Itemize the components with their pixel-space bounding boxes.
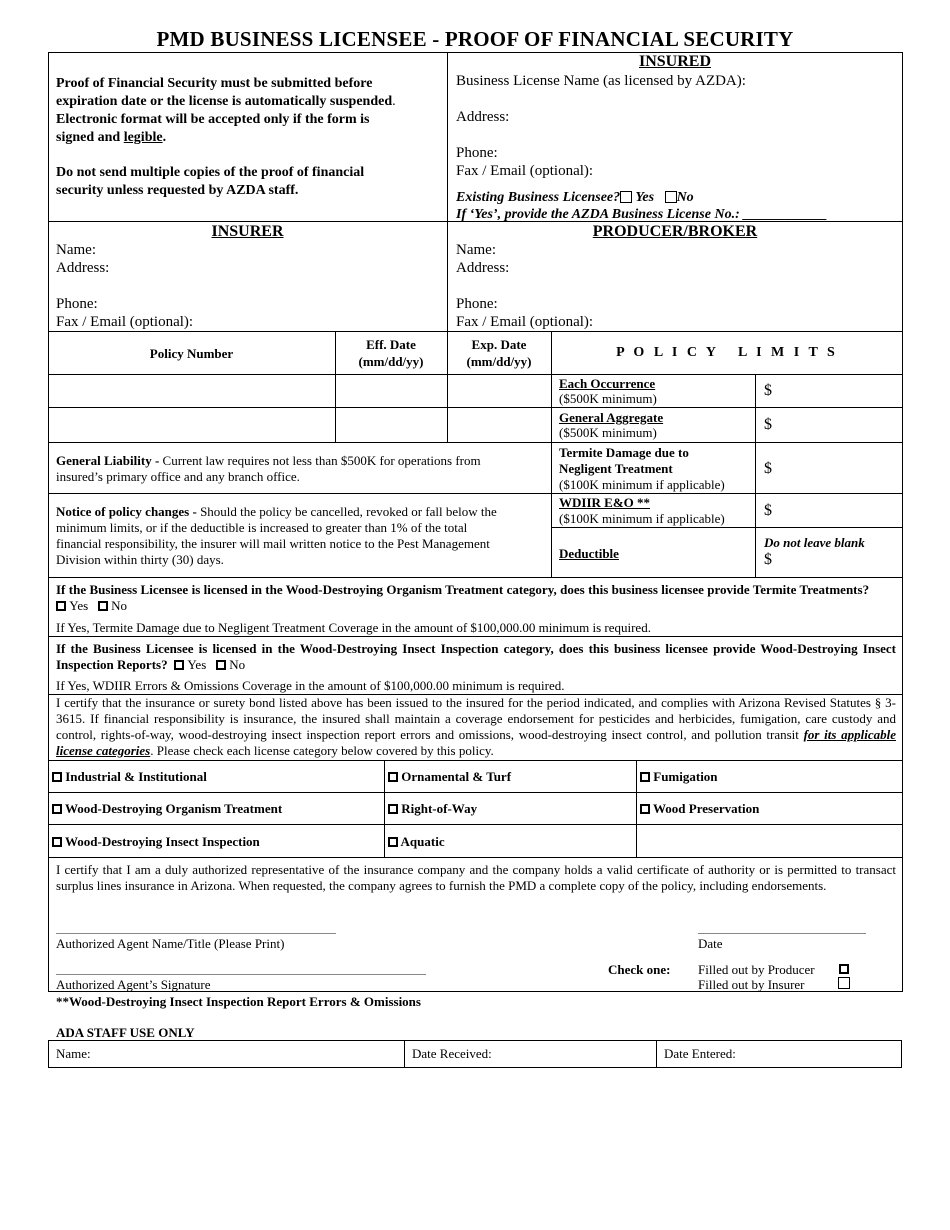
category-aquatic-checkbox[interactable] — [388, 837, 398, 847]
staff-date-entered-field[interactable]: Date Entered: — [664, 1046, 736, 1061]
producer-fax-label[interactable]: Fax / Email (optional): — [456, 314, 594, 330]
category-wood-preservation[interactable]: Wood Preservation — [640, 800, 759, 817]
footnote: **Wood-Destroying Insect Inspection Report Errors & Omissions — [56, 994, 421, 1009]
authority-certification: I certify that I am a duly authorized representative of the insurance company and the company holds a valid certificate of authority or is permitted to transact surplus lines insurance in Arizona. When requested, the company agrees to furnish the PMD a complete copy of the policy, including endorsements. — [56, 862, 896, 893]
exp-date-header: Exp. Date — [471, 337, 527, 352]
notice-text-4: Division within thirty (30) days. — [56, 552, 224, 567]
notice-text-1: Notice of policy changes - Should the policy be cancelled, revoked or fall below the — [56, 504, 497, 519]
termite-label-2: Negligent Treatment — [559, 461, 673, 476]
staff-name-field[interactable]: Name: — [56, 1046, 91, 1061]
certification-text: I certify that the insurance or surety bond listed above has been issued to the insured for the period indicated, and complies with Arizona Revised Statutes § 3-3615. If financial responsibility is insurance, the insured shall maintain a coverage endorsement for pesticides and herbicides, fumigation, care custody and control, rights-of-way, wood-destroying insect inspection report errors and omissions, wood-destroying insect control, and pollution transit for its applicable license categories. Please check each license category below covered by this policy. — [56, 695, 897, 758]
category-right-of-way[interactable]: Right-of-Way — [388, 800, 477, 817]
producer-phone-label[interactable]: Phone: — [456, 296, 498, 312]
insurer-phone-label[interactable]: Phone: — [56, 296, 98, 312]
agent-signature-line[interactable] — [56, 974, 426, 975]
general-aggregate-amount[interactable]: $ — [764, 416, 772, 433]
category-industrial[interactable]: Industrial & Institutional — [52, 768, 207, 785]
agent-name-line[interactable] — [56, 933, 336, 934]
policy-number-header: Policy Number — [149, 346, 234, 361]
category-wdo-treatment-checkbox[interactable] — [52, 804, 62, 814]
intro-line-5: Do not send multiple copies of the proof of financial — [56, 165, 365, 180]
category-wdi-inspection-checkbox[interactable] — [52, 837, 62, 847]
wdo-note: If Yes, Termite Damage due to Negligent Treatment Coverage in the amount of $100,000.00 minimum is required. — [56, 620, 651, 635]
deductible-label: Deductible — [559, 546, 619, 561]
category-aquatic[interactable]: Aquatic — [388, 833, 445, 850]
category-ornamental-checkbox[interactable] — [388, 772, 398, 782]
insured-heading: INSURED — [638, 53, 711, 70]
termite-label-1: Termite Damage due to — [559, 445, 689, 460]
category-wood-preservation-checkbox[interactable] — [640, 804, 650, 814]
general-aggregate-label: General Aggregate — [559, 410, 664, 425]
intro-line-3: Electronic format will be accepted only if the form is — [56, 112, 370, 127]
wdii-no-checkbox[interactable] — [216, 660, 226, 670]
termite-min: ($100K minimum if applicable) — [559, 477, 725, 492]
date-line[interactable] — [698, 933, 866, 934]
insurer-name-label[interactable]: Name: — [56, 242, 96, 258]
category-industrial-checkbox[interactable] — [52, 772, 62, 782]
filled-by-insurer-label: Filled out by Insurer — [698, 977, 805, 992]
existing-yes-checkbox[interactable] — [620, 191, 632, 203]
filled-by-producer-checkbox[interactable] — [839, 964, 849, 974]
termite-amount[interactable]: $ — [764, 460, 772, 477]
wdo-yes-checkbox[interactable] — [56, 601, 66, 611]
agent-signature-label: Authorized Agent’s Signature — [56, 977, 211, 992]
eff-date-format: (mm/dd/yy) — [358, 354, 424, 369]
wdii-note: If Yes, WDIIR Errors & Omissions Coverage in the amount of $100,000.00 minimum is required. — [56, 678, 565, 693]
insurer-address-label[interactable]: Address: — [56, 260, 110, 276]
general-aggregate-min: ($500K minimum) — [559, 425, 657, 440]
page-title: PMD BUSINESS LICENSEE - PROOF OF FINANCIAL SECURITY — [156, 27, 794, 51]
each-occurrence-amount[interactable]: $ — [764, 382, 772, 399]
category-ornamental[interactable]: Ornamental & Turf — [388, 768, 511, 785]
wdii-question: If the Business Licensee is licensed in the Wood-Destroying Insect Inspection category, does this business licensee provide Wood-Destroying Insect Inspection Reports? Yes No — [56, 641, 896, 672]
wdii-yes-checkbox[interactable] — [174, 660, 184, 670]
producer-address-label[interactable]: Address: — [456, 260, 510, 276]
deductible-amount[interactable]: $ — [764, 551, 772, 568]
insurer-heading: INSURER — [211, 223, 284, 240]
filled-by-insurer-checkbox[interactable] — [838, 977, 850, 989]
notice-text-3: financial responsibility, the insurer will mail written notice to the Pest Management — [56, 536, 490, 551]
notice-text-2: minimum limits, or if the deductible is increased to greater than 1% of the total — [56, 520, 468, 535]
producer-heading: PRODUCER/BROKER — [592, 223, 758, 240]
insured-license-name-label[interactable]: Business License Name (as licensed by AZDA): — [456, 73, 746, 89]
category-fumigation-checkbox[interactable] — [640, 772, 650, 782]
each-occurrence-label: Each Occurrence — [559, 376, 656, 391]
insured-address-label[interactable]: Address: — [456, 109, 510, 125]
intro-line-1: Proof of Financial Security must be submitted before — [56, 76, 373, 91]
filled-by-producer-label: Filled out by Producer — [698, 962, 815, 977]
do-not-leave-blank: Do not leave blank — [764, 535, 865, 550]
intro-line-6: security unless requested by AZDA staff. — [56, 183, 299, 198]
category-wdo-treatment[interactable]: Wood-Destroying Organism Treatment — [52, 800, 282, 817]
wdiir-amount[interactable]: $ — [764, 502, 772, 519]
wdo-question: If the Business Licensee is licensed in the Wood-Destroying Organism Treatment category, does this business licensee provide Termite Treatments? Yes No — [56, 582, 870, 613]
existing-no-checkbox[interactable] — [665, 191, 677, 203]
intro-line-2: expiration date or the license is automatically suspended. — [56, 94, 396, 109]
category-right-of-way-checkbox[interactable] — [388, 804, 398, 814]
producer-name-label[interactable]: Name: — [456, 242, 496, 258]
insurer-fax-label[interactable]: Fax / Email (optional): — [56, 314, 194, 330]
wdiir-min: ($100K minimum if applicable) — [559, 511, 725, 526]
policy-limits-header: P O L I C Y L I M I T S — [616, 345, 838, 360]
category-fumigation[interactable]: Fumigation — [640, 768, 718, 785]
agent-name-label: Authorized Agent Name/Title (Please Print) — [56, 936, 285, 951]
date-label: Date — [698, 936, 723, 951]
staff-date-received-field[interactable]: Date Received: — [412, 1046, 492, 1061]
general-liability-text: General Liability - Current law requires not less than $500K for operations from — [56, 453, 481, 468]
category-wdi-inspection[interactable]: Wood-Destroying Insect Inspection — [52, 833, 260, 850]
insured-phone-label[interactable]: Phone: — [456, 145, 498, 161]
insured-fax-label[interactable]: Fax / Email (optional): — [456, 163, 594, 179]
check-one-label: Check one: — [608, 962, 671, 977]
each-occurrence-min: ($500K minimum) — [559, 391, 657, 406]
license-number-field[interactable]: If ‘Yes’, provide the AZDA Business License No.: ____________ — [456, 207, 828, 222]
eff-date-header: Eff. Date — [366, 337, 416, 352]
intro-line-4: signed and legible. — [56, 130, 167, 145]
general-liability-text-2: insured’s primary office and any branch office. — [56, 469, 300, 484]
exp-date-format: (mm/dd/yy) — [466, 354, 532, 369]
wdiir-label: WDIIR E&O ** — [559, 495, 651, 510]
staff-heading: ADA STAFF USE ONLY — [56, 1025, 195, 1040]
wdo-no-checkbox[interactable] — [98, 601, 108, 611]
existing-licensee-question: Existing Business Licensee? Yes No — [456, 190, 694, 205]
